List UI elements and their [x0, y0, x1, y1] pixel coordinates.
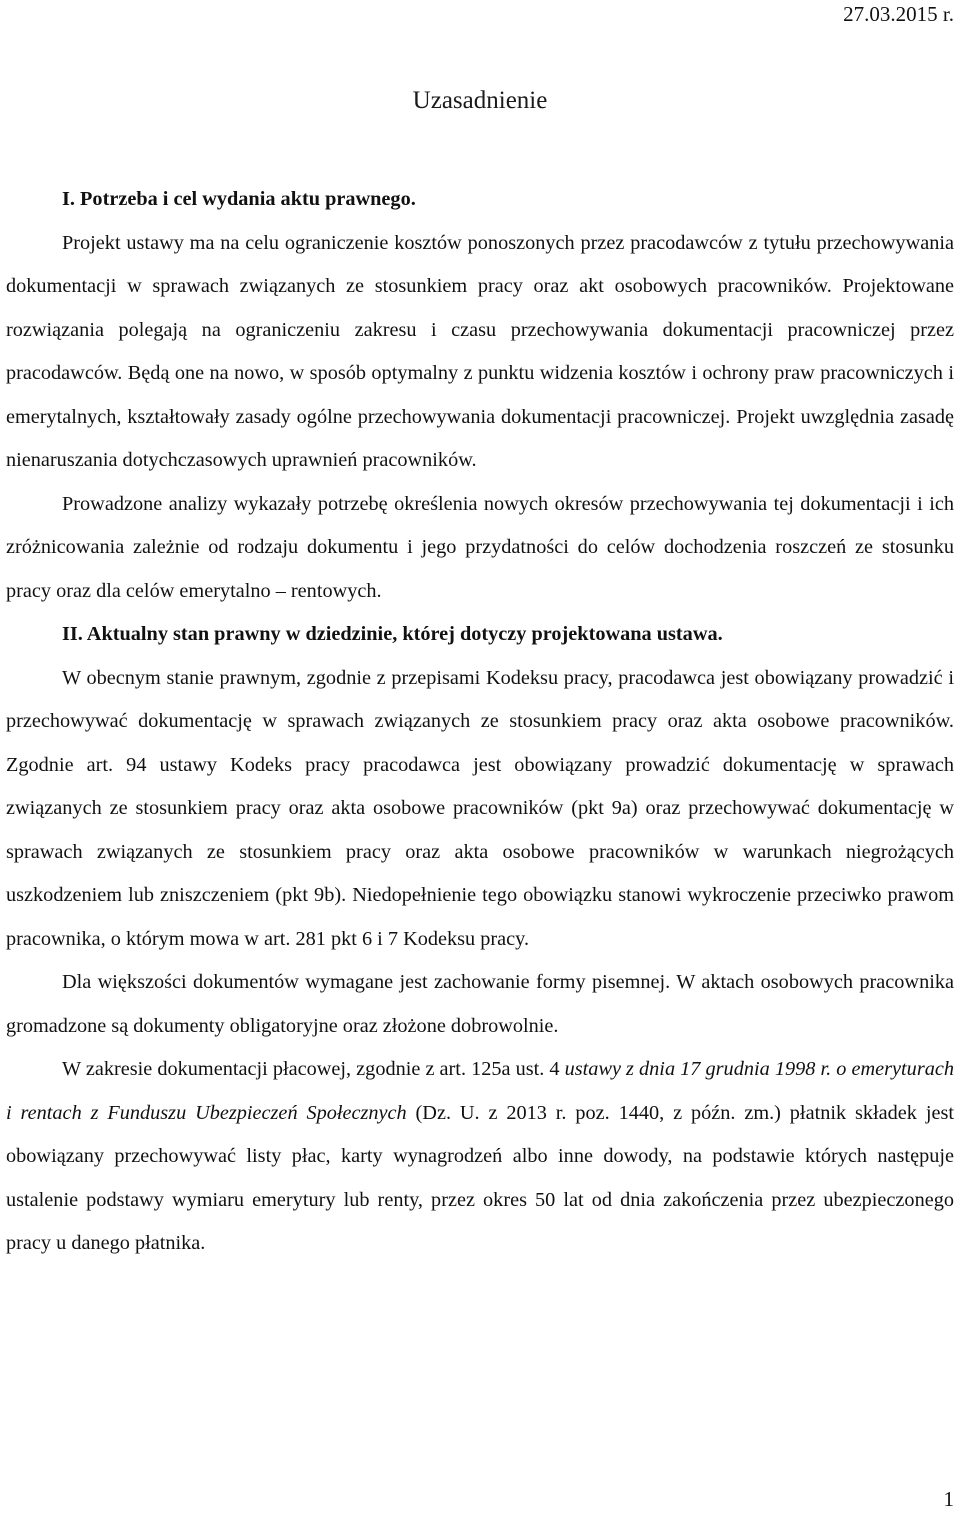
document-title: Uzasadnienie — [412, 87, 548, 114]
act-title-reference: ustawy z dnia 17 grudnia 1998 r. o emeryturach i rentach z Funduszu Ubezpieczeń Społecznych — [6, 1058, 954, 1124]
page-number: 1 — [943, 1487, 954, 1511]
section-1-heading: I. Potrzeba i cel wydania aktu prawnego. — [62, 188, 416, 210]
paragraph-5-text-end: (Dz. U. z 2013 r. poz. 1440, z późn. zm.) płatnik składek jest obowiązany przechowywać listy płac, karty wynagrodzeń albo inne dowody, na podstawie których następuje ustalenie podstawy wymiaru emerytury lub renty, przez okres 50 lat od dnia zakończenia przez ubezpieczonego pracy u danego płatnika. — [6, 1101, 954, 1254]
paragraph-1: Projekt ustawy ma na celu ograniczenie kosztów ponoszonych przez pracodawców z tytułu przechowywania dokumentacji w sprawach związanych ze stosunkiem pracy oraz akt osobowych pracowników. Projektowane rozwiązania polegają na ograniczeniu zakresu i czasu przechowywania dokumentacji pracowniczej przez pracodawców. Będą one na nowo, w sposób optymalny z punktu widzenia kosztów i ochrony praw pracowniczych i emerytalnych, kształtowały zasady ogólne przechowywania dokumentacji pracowniczej. Projekt uwzględnia zasadę nienaruszania dotychczasowych uprawnień pracowników. — [6, 231, 954, 471]
paragraph-5-text-start: W zakresie dokumentacji płacowej, zgodnie z art. 125a ust. 4 — [62, 1058, 565, 1080]
document-date: 27.03.2015 r. — [843, 2, 954, 26]
paragraph-5 — [6, 1048, 954, 1266]
document-body — [6, 178, 954, 1266]
paragraph-2: Prowadzone analizy wykazały potrzebę określenia nowych okresów przechowywania tej dokumentacji i ich zróżnicowania zależnie od rodzaju dokumentu i jego przydatności do celów dochodzenia roszczeń ze stosunku pracy oraz dla celów emerytalno – rentowych. — [6, 492, 954, 602]
paragraph-3: W obecnym stanie prawnym, zgodnie z przepisami Kodeksu pracy, pracodawca jest obowiązany prowadzić i przechowywać dokumentację w sprawach związanych ze stosunkiem pracy oraz akta osobowe pracowników. Zgodnie art. 94 ustawy Kodeks pracy pracodawca jest obowiązany prowadzić dokumentację w sprawach związanych ze stosunkiem pracy oraz akta osobowe pracowników (pkt 9a) oraz przechowywać dokumentację w sprawach związanych ze stosunkiem pracy oraz akta osobowe pracowników w warunkach niegrożących uszkodzeniem lub zniszczeniem (pkt 9b). Niedopełnienie tego obowiązku stanowi wykroczenie przeciwko prawom pracownika, o którym mowa w art. 281 pkt 6 i 7 Kodeksu pracy. — [6, 666, 954, 950]
section-2-heading: II. Aktualny stan prawny w dziedzinie, której dotyczy projektowana ustawa. — [62, 623, 723, 645]
paragraph-4: Dla większości dokumentów wymagane jest zachowanie formy pisemnej. W aktach osobowych pracownika gromadzone są dokumenty obligatoryjne oraz złożone dobrowolnie. — [6, 971, 954, 1037]
